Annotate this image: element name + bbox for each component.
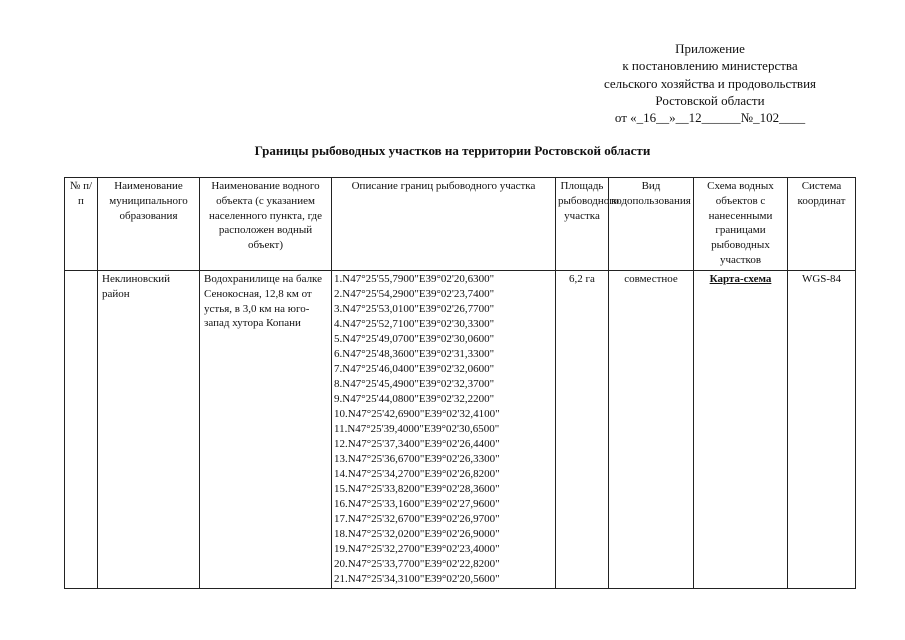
coordinate-item: 7.N47°25'46,0400"E39°02'32,0600" xyxy=(334,363,495,375)
boundaries-table xyxy=(64,177,856,589)
coordinate-item: 3.N47°25'53,0100"E39°02'26,7700" xyxy=(334,303,495,315)
coordinate-item: 2.N47°25'54,2900"E39°02'23,7400" xyxy=(334,288,495,300)
cell-municipality: Неклиновский район xyxy=(98,271,200,589)
cell-coord-system: WGS-84 xyxy=(788,271,856,589)
cell-use-type: совместное xyxy=(609,271,694,589)
coordinate-item: 5.N47°25'49,0700"E39°02'30,0600" xyxy=(334,333,495,345)
coordinate-list xyxy=(334,272,553,587)
header-description: Описание границ рыбоводного участка xyxy=(332,178,556,271)
coordinate-item: 17.N47°25'32,6700"E39°02'26,9700" xyxy=(334,513,500,525)
appendix-line-2: к постановлению министерства xyxy=(622,58,798,74)
cell-scheme xyxy=(694,271,788,589)
coordinate-item: 15.N47°25'33,8200"E39°02'28,3600" xyxy=(334,483,500,495)
coordinate-item: 1.N47°25'55,7900"E39°02'20,6300" xyxy=(334,273,495,285)
header-area: Площадь рыбоводного участка xyxy=(556,178,609,271)
coordinate-item: 11.N47°25'39,4000"E39°02'30,6500" xyxy=(334,423,500,435)
table-header-row xyxy=(65,178,856,271)
appendix-line-1: Приложение xyxy=(675,41,745,56)
header-coord-system: Система координат xyxy=(788,178,856,271)
header-use-type: Вид водопользования xyxy=(609,178,694,271)
coordinate-item: 4.N47°25'52,7100"E39°02'30,3300" xyxy=(334,318,495,330)
cell-description xyxy=(332,271,556,589)
cell-water-object: Водохранилище на балке Сенокосная, 12,8 км от устья, в 3,0 км на юго-запад хутора Копани xyxy=(200,271,332,589)
cell-num xyxy=(65,271,98,589)
header-num: № п/п xyxy=(65,178,98,271)
coordinate-item: 12.N47°25'37,3400"E39°02'26,4400" xyxy=(334,438,500,450)
coordinate-item: 18.N47°25'32,0200"E39°02'26,9000" xyxy=(334,528,500,540)
appendix-line-4: Ростовской области xyxy=(655,92,765,108)
appendix-block xyxy=(560,40,860,126)
coordinate-item: 21.N47°25'34,3100"E39°02'20,5600" xyxy=(334,573,500,585)
page-title: Границы рыбоводных участков на территории Ростовской области xyxy=(254,143,651,158)
header-water-object: Наименование водного объекта (с указанием населенного пункта, где расположен водный объект) xyxy=(200,178,332,271)
appendix-line-3: сельского хозяйства и продовольствия xyxy=(603,75,817,91)
table-row xyxy=(65,271,856,589)
coordinate-item: 14.N47°25'34,2700"E39°02'26,8200" xyxy=(334,468,500,480)
coordinate-item: 9.N47°25'44,0800"E39°02'32,2200" xyxy=(334,393,495,405)
coordinate-item: 16.N47°25'33,1600"E39°02'27,9600" xyxy=(334,498,500,510)
coordinate-item: 8.N47°25'45,4900"E39°02'32,3700" xyxy=(334,378,495,390)
coordinate-item: 19.N47°25'32,2700"E39°02'23,4000" xyxy=(334,543,500,555)
header-municipality: Наименование муниципального образования xyxy=(98,178,200,271)
coordinate-item: 6.N47°25'48,3600"E39°02'31,3300" xyxy=(334,348,495,360)
appendix-line-5: от «_16__»__12______№_102____ xyxy=(614,110,806,126)
cell-area: 6,2 га xyxy=(556,271,609,589)
coordinate-item: 13.N47°25'36,6700"E39°02'26,3300" xyxy=(334,453,500,465)
scheme-map-link[interactable]: Карта-схема xyxy=(709,273,772,285)
coordinate-item: 20.N47°25'33,7700"E39°02'22,8200" xyxy=(334,558,500,570)
header-scheme: Схема водных объектов с нанесенными границами рыбоводных участков xyxy=(694,178,788,271)
coordinate-item: 10.N47°25'42,6900"E39°02'32,4100" xyxy=(334,408,500,420)
